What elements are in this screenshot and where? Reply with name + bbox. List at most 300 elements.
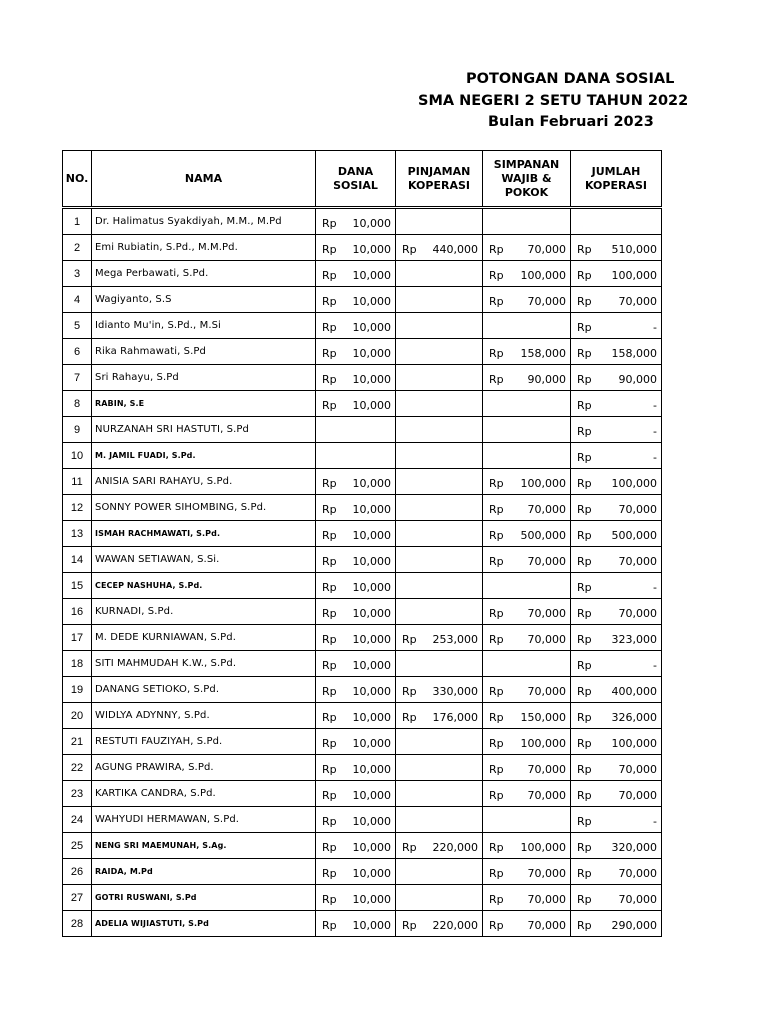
currency-label: Rp: [322, 737, 337, 750]
currency-label: Rp: [322, 269, 337, 282]
row-jumlah: [571, 677, 662, 703]
amount-value: 320,000: [611, 841, 657, 854]
amount-value: 500,000: [611, 529, 657, 542]
row-dana: [316, 261, 396, 287]
row-pinjaman: [396, 755, 483, 781]
report-title: POTONGAN DANA SOSIAL: [466, 71, 675, 87]
table-row: [63, 807, 662, 833]
row-simpanan: [483, 911, 571, 937]
row-pinjaman: [396, 417, 483, 443]
amount-value: 10,000: [352, 555, 391, 568]
currency-label: Rp: [577, 529, 592, 542]
amount-value: 10,000: [352, 243, 391, 256]
col-header-jumlah: JUMLAH KOPERASI: [571, 151, 662, 208]
amount-value: 70,000: [527, 243, 566, 256]
row-number: 21: [63, 729, 92, 755]
row-name: M. JAMIL FUADI, S.Pd.: [92, 443, 316, 469]
row-jumlah: [571, 833, 662, 859]
currency-label: Rp: [489, 607, 504, 620]
row-jumlah: [571, 859, 662, 885]
amount-value: 10,000: [352, 607, 391, 620]
row-number: 25: [63, 833, 92, 859]
row-number: 9: [63, 417, 92, 443]
row-number: 8: [63, 391, 92, 417]
row-name: RABIN, S.E: [92, 391, 316, 417]
row-number: 2: [63, 235, 92, 261]
amount-value: 10,000: [352, 503, 391, 516]
currency-label: Rp: [322, 815, 337, 828]
amount-value: 10,000: [352, 711, 391, 724]
table-row: [63, 391, 662, 417]
table-row: [63, 469, 662, 495]
currency-label: Rp: [577, 633, 592, 646]
row-pinjaman: [396, 443, 483, 469]
currency-label: Rp: [322, 581, 337, 594]
row-number: 26: [63, 859, 92, 885]
currency-label: Rp: [577, 737, 592, 750]
row-number: 14: [63, 547, 92, 573]
table-row: [63, 703, 662, 729]
amount-value: -: [653, 321, 657, 334]
row-simpanan: [483, 287, 571, 313]
table-row: [63, 651, 662, 677]
row-simpanan: [483, 755, 571, 781]
amount-value: 70,000: [527, 633, 566, 646]
currency-label: Rp: [489, 789, 504, 802]
row-dana: [316, 599, 396, 625]
row-name: KURNADI, S.Pd.: [92, 599, 316, 625]
table-row: [63, 261, 662, 287]
row-simpanan: [483, 677, 571, 703]
table-row: [63, 235, 662, 261]
currency-label: Rp: [402, 633, 417, 646]
currency-label: Rp: [577, 321, 592, 334]
table-row: [63, 755, 662, 781]
row-jumlah: [571, 573, 662, 599]
table-row: [63, 859, 662, 885]
currency-label: Rp: [577, 685, 592, 698]
row-pinjaman: [396, 677, 483, 703]
row-simpanan: [483, 391, 571, 417]
table-row: [63, 417, 662, 443]
row-pinjaman: [396, 261, 483, 287]
row-name: ISMAH RACHMAWATI, S.Pd.: [92, 521, 316, 547]
currency-label: Rp: [322, 659, 337, 672]
table-row: [63, 729, 662, 755]
row-number: 20: [63, 703, 92, 729]
currency-label: Rp: [577, 399, 592, 412]
row-pinjaman: [396, 911, 483, 937]
currency-label: Rp: [322, 503, 337, 516]
amount-value: 158,000: [520, 347, 566, 360]
currency-label: Rp: [577, 815, 592, 828]
amount-value: 70,000: [527, 919, 566, 932]
deduction-table: [62, 150, 662, 937]
row-jumlah: [571, 208, 662, 235]
row-jumlah: [571, 625, 662, 651]
row-name: NENG SRI MAEMUNAH, S.Ag.: [92, 833, 316, 859]
row-simpanan: [483, 859, 571, 885]
row-number: 5: [63, 313, 92, 339]
row-dana: [316, 781, 396, 807]
row-dana: [316, 469, 396, 495]
currency-label: Rp: [322, 607, 337, 620]
currency-label: Rp: [322, 321, 337, 334]
currency-label: Rp: [577, 763, 592, 776]
row-jumlah: [571, 911, 662, 937]
currency-label: Rp: [489, 893, 504, 906]
amount-value: 10,000: [352, 347, 391, 360]
row-jumlah: [571, 469, 662, 495]
row-dana: [316, 547, 396, 573]
row-simpanan: [483, 885, 571, 911]
currency-label: Rp: [577, 503, 592, 516]
currency-label: Rp: [577, 451, 592, 464]
row-jumlah: [571, 807, 662, 833]
row-pinjaman: [396, 703, 483, 729]
row-pinjaman: [396, 547, 483, 573]
currency-label: Rp: [577, 347, 592, 360]
row-pinjaman: [396, 781, 483, 807]
row-number: 23: [63, 781, 92, 807]
amount-value: 70,000: [527, 607, 566, 620]
currency-label: Rp: [489, 633, 504, 646]
amount-value: 70,000: [618, 763, 657, 776]
row-dana: [316, 625, 396, 651]
amount-value: 70,000: [527, 295, 566, 308]
row-jumlah: [571, 313, 662, 339]
amount-value: 253,000: [432, 633, 478, 646]
amount-value: 10,000: [352, 295, 391, 308]
row-jumlah: [571, 703, 662, 729]
currency-label: Rp: [322, 893, 337, 906]
table-row: [63, 287, 662, 313]
row-dana: [316, 339, 396, 365]
amount-value: -: [653, 451, 657, 464]
currency-label: Rp: [489, 685, 504, 698]
row-number: 11: [63, 469, 92, 495]
currency-label: Rp: [577, 841, 592, 854]
amount-value: 10,000: [352, 269, 391, 282]
currency-label: Rp: [322, 685, 337, 698]
row-jumlah: [571, 755, 662, 781]
row-number: 15: [63, 573, 92, 599]
currency-label: Rp: [577, 243, 592, 256]
amount-value: 510,000: [611, 243, 657, 256]
row-dana: [316, 911, 396, 937]
row-dana: [316, 755, 396, 781]
currency-label: Rp: [577, 893, 592, 906]
amount-value: 70,000: [618, 789, 657, 802]
amount-value: 10,000: [352, 815, 391, 828]
amount-value: 100,000: [520, 841, 566, 854]
amount-value: 10,000: [352, 217, 391, 230]
amount-value: -: [653, 581, 657, 594]
row-pinjaman: [396, 391, 483, 417]
currency-label: Rp: [489, 295, 504, 308]
amount-value: 10,000: [352, 659, 391, 672]
col-header-simpanan: SIMPANAN WAJIB & POKOK: [483, 151, 571, 208]
currency-label: Rp: [489, 763, 504, 776]
currency-label: Rp: [322, 477, 337, 490]
table-row: [63, 573, 662, 599]
table-row: [63, 781, 662, 807]
row-number: 3: [63, 261, 92, 287]
table-row: [63, 911, 662, 937]
amount-value: 326,000: [611, 711, 657, 724]
amount-value: 70,000: [527, 685, 566, 698]
currency-label: Rp: [577, 581, 592, 594]
row-simpanan: [483, 339, 571, 365]
row-pinjaman: [396, 287, 483, 313]
row-dana: [316, 651, 396, 677]
row-name: RAIDA, M.Pd: [92, 859, 316, 885]
row-name: Rika Rahmawati, S.Pd: [92, 339, 316, 365]
currency-label: Rp: [489, 243, 504, 256]
currency-label: Rp: [322, 919, 337, 932]
row-simpanan: [483, 313, 571, 339]
row-simpanan: [483, 729, 571, 755]
row-dana: [316, 859, 396, 885]
row-dana: [316, 703, 396, 729]
row-dana: [316, 365, 396, 391]
row-pinjaman: [396, 807, 483, 833]
row-dana: [316, 391, 396, 417]
currency-label: Rp: [577, 607, 592, 620]
row-jumlah: [571, 781, 662, 807]
amount-value: 10,000: [352, 867, 391, 880]
currency-label: Rp: [402, 841, 417, 854]
table-row: [63, 339, 662, 365]
table-row: [63, 885, 662, 911]
row-dana: [316, 677, 396, 703]
row-pinjaman: [396, 833, 483, 859]
currency-label: Rp: [322, 347, 337, 360]
amount-value: 10,000: [352, 321, 391, 334]
row-name: RESTUTI FAUZIYAH, S.Pd.: [92, 729, 316, 755]
amount-value: 323,000: [611, 633, 657, 646]
currency-label: Rp: [489, 555, 504, 568]
row-name: WAHYUDI HERMAWAN, S.Pd.: [92, 807, 316, 833]
amount-value: 290,000: [611, 919, 657, 932]
currency-label: Rp: [489, 373, 504, 386]
currency-label: Rp: [322, 399, 337, 412]
amount-value: 70,000: [527, 867, 566, 880]
row-simpanan: [483, 365, 571, 391]
amount-value: 440,000: [432, 243, 478, 256]
currency-label: Rp: [322, 295, 337, 308]
currency-label: Rp: [489, 529, 504, 542]
currency-label: Rp: [402, 711, 417, 724]
currency-label: Rp: [322, 763, 337, 776]
table-row: [63, 833, 662, 859]
row-name: M. DEDE KURNIAWAN, S.Pd.: [92, 625, 316, 651]
amount-value: 10,000: [352, 737, 391, 750]
row-simpanan: [483, 703, 571, 729]
row-pinjaman: [396, 495, 483, 521]
amount-value: 70,000: [527, 763, 566, 776]
amount-value: 90,000: [527, 373, 566, 386]
currency-label: Rp: [322, 633, 337, 646]
currency-label: Rp: [577, 867, 592, 880]
table-row: [63, 547, 662, 573]
row-pinjaman: [396, 469, 483, 495]
amount-value: 158,000: [611, 347, 657, 360]
row-number: 6: [63, 339, 92, 365]
currency-label: Rp: [577, 295, 592, 308]
currency-label: Rp: [322, 789, 337, 802]
col-header-dana-sosial: DANA SOSIAL: [316, 151, 396, 208]
currency-label: Rp: [577, 269, 592, 282]
currency-label: Rp: [577, 425, 592, 438]
currency-label: Rp: [489, 919, 504, 932]
row-pinjaman: [396, 521, 483, 547]
row-dana: [316, 573, 396, 599]
row-pinjaman: [396, 599, 483, 625]
amount-value: 330,000: [432, 685, 478, 698]
row-number: 18: [63, 651, 92, 677]
currency-label: Rp: [489, 711, 504, 724]
row-jumlah: [571, 287, 662, 313]
currency-label: Rp: [489, 269, 504, 282]
row-dana: [316, 521, 396, 547]
amount-value: 220,000: [432, 919, 478, 932]
row-name: DANANG SETIOKO, S.Pd.: [92, 677, 316, 703]
currency-label: Rp: [577, 477, 592, 490]
amount-value: 400,000: [611, 685, 657, 698]
row-name: WAWAN SETIAWAN, S.Si.: [92, 547, 316, 573]
amount-value: 70,000: [527, 503, 566, 516]
row-jumlah: [571, 261, 662, 287]
row-name: KARTIKA CANDRA, S.Pd.: [92, 781, 316, 807]
row-name: Wagiyanto, S.S: [92, 287, 316, 313]
currency-label: Rp: [489, 347, 504, 360]
row-number: 7: [63, 365, 92, 391]
row-number: 28: [63, 911, 92, 937]
row-simpanan: [483, 208, 571, 235]
row-pinjaman: [396, 235, 483, 261]
row-pinjaman: [396, 573, 483, 599]
row-simpanan: [483, 443, 571, 469]
row-jumlah: [571, 235, 662, 261]
table-row: [63, 625, 662, 651]
row-jumlah: [571, 391, 662, 417]
amount-value: 100,000: [520, 737, 566, 750]
amount-value: 70,000: [618, 867, 657, 880]
table-row: [63, 313, 662, 339]
table-row: [63, 599, 662, 625]
row-pinjaman: [396, 651, 483, 677]
row-pinjaman: [396, 339, 483, 365]
amount-value: 70,000: [618, 555, 657, 568]
row-dana: [316, 495, 396, 521]
currency-label: Rp: [322, 243, 337, 256]
row-number: 10: [63, 443, 92, 469]
amount-value: 10,000: [352, 581, 391, 594]
row-number: 1: [63, 208, 92, 235]
row-dana: [316, 235, 396, 261]
row-number: 12: [63, 495, 92, 521]
amount-value: -: [653, 399, 657, 412]
table-row: [63, 495, 662, 521]
currency-label: Rp: [322, 217, 337, 230]
amount-value: 150,000: [520, 711, 566, 724]
amount-value: 10,000: [352, 529, 391, 542]
row-name: Emi Rubiatin, S.Pd., M.M.Pd.: [92, 235, 316, 261]
currency-label: Rp: [577, 373, 592, 386]
amount-value: 70,000: [618, 893, 657, 906]
currency-label: Rp: [489, 503, 504, 516]
currency-label: Rp: [489, 737, 504, 750]
row-dana: [316, 417, 396, 443]
row-simpanan: [483, 651, 571, 677]
row-simpanan: [483, 469, 571, 495]
row-jumlah: [571, 443, 662, 469]
amount-value: 10,000: [352, 373, 391, 386]
row-number: 22: [63, 755, 92, 781]
amount-value: 100,000: [611, 477, 657, 490]
row-name: NURZANAH SRI HASTUTI, S.Pd: [92, 417, 316, 443]
table-row: [63, 208, 662, 235]
row-number: 16: [63, 599, 92, 625]
amount-value: 10,000: [352, 789, 391, 802]
amount-value: 70,000: [618, 607, 657, 620]
row-dana: [316, 729, 396, 755]
row-dana: [316, 287, 396, 313]
currency-label: Rp: [489, 867, 504, 880]
amount-value: 100,000: [611, 269, 657, 282]
period-title: Bulan Februari 2023: [488, 114, 654, 130]
currency-label: Rp: [322, 373, 337, 386]
table-row: [63, 365, 662, 391]
row-pinjaman: [396, 729, 483, 755]
col-header-pinjaman: PINJAMAN KOPERASI: [396, 151, 483, 208]
row-pinjaman: [396, 885, 483, 911]
row-jumlah: [571, 495, 662, 521]
row-name: Dr. Halimatus Syakdiyah, M.M., M.Pd: [92, 208, 316, 235]
row-pinjaman: [396, 313, 483, 339]
currency-label: Rp: [322, 711, 337, 724]
row-jumlah: [571, 729, 662, 755]
row-pinjaman: [396, 859, 483, 885]
amount-value: 10,000: [352, 399, 391, 412]
currency-label: Rp: [322, 841, 337, 854]
row-jumlah: [571, 599, 662, 625]
row-name: Sri Rahayu, S.Pd: [92, 365, 316, 391]
currency-label: Rp: [577, 711, 592, 724]
row-simpanan: [483, 547, 571, 573]
row-dana: [316, 208, 396, 235]
row-pinjaman: [396, 365, 483, 391]
row-dana: [316, 885, 396, 911]
row-simpanan: [483, 599, 571, 625]
currency-label: Rp: [402, 919, 417, 932]
row-name: Idianto Mu'in, S.Pd., M.Si: [92, 313, 316, 339]
row-simpanan: [483, 807, 571, 833]
row-jumlah: [571, 521, 662, 547]
row-name: CECEP NASHUHA, S.Pd.: [92, 573, 316, 599]
row-jumlah: [571, 365, 662, 391]
school-title: SMA NEGERI 2 SETU TAHUN 2022: [418, 93, 689, 109]
row-dana: [316, 313, 396, 339]
amount-value: 10,000: [352, 763, 391, 776]
currency-label: Rp: [402, 243, 417, 256]
row-jumlah: [571, 651, 662, 677]
amount-value: 10,000: [352, 893, 391, 906]
row-simpanan: [483, 833, 571, 859]
row-simpanan: [483, 235, 571, 261]
currency-label: Rp: [402, 685, 417, 698]
